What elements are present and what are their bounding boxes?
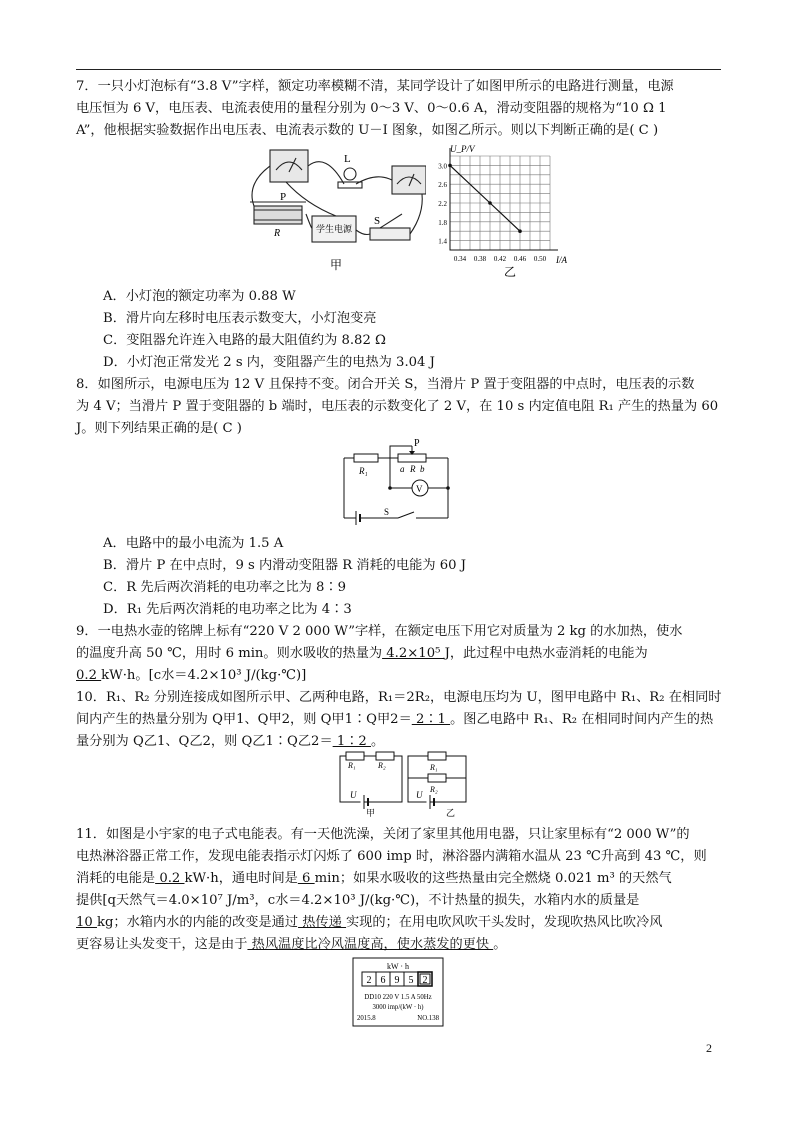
meter-digit-3: 9 (394, 975, 400, 986)
q11-answer-reason: 热风温度比冷风温度高，使水蒸发的更快 (247, 937, 494, 952)
meter-spec: DD10 220 V 1.5 A 50Hz (364, 994, 432, 1001)
q10-jia-label: 甲 (366, 808, 376, 818)
q8-option-d: D．R₁ 先后两次消耗的电功率之比为 4∶3 (103, 602, 352, 617)
q9-answer-energy: 0.2 (76, 668, 102, 683)
chart-x-tick-label: 0.42 (493, 255, 507, 263)
chart-axes (450, 148, 558, 250)
meter-date: 2015.8 (357, 1015, 376, 1022)
chart-series-line (450, 165, 520, 231)
bulb (344, 168, 356, 180)
q7-option-a: A．小灯泡的额定功率为 0.88 W (103, 289, 296, 304)
q11-answer-method: 热传递 (298, 915, 346, 930)
ammeter-body (270, 150, 308, 182)
q8-option-a: A．电路中的最小电流为 1.5 A (103, 536, 284, 551)
chart-x-tick-label: 0.46 (513, 255, 527, 263)
chart-data-point (488, 201, 492, 205)
q8-switch-label: S (384, 507, 390, 517)
q11-line-1: 11．如图是小宇家的电子式电能表。有一天他洗澡，关闭了家里其他用电器，只让家里标有“2 000 W”的 (76, 827, 690, 842)
meter-digit-4: 5 (408, 975, 414, 986)
q8-option-c: C．R 先后两次消耗的电功率之比为 8∶9 (103, 580, 346, 595)
q8-line-1: 8．如图所示，电源电压为 12 V 且保持不变。闭合开关 S，当滑片 P 置于变阻器的中点时，电压表的示数 (76, 377, 695, 392)
chart-x-tick-label: 0.38 (473, 255, 487, 263)
power-supply-label: 学生电源 (316, 224, 353, 234)
q7-line-1: 7．一只小灯泡标有“3.8 V”字样，额定功率模糊不清，某同学设计了如图甲所示的电路进行测量，电源 (76, 79, 674, 94)
q7-option-d: D．小灯泡正常发光 2 s 内，变阻器产生的电热为 3.04 J (103, 355, 435, 370)
chart-y-tick-label: 1.4 (438, 237, 447, 246)
chart-data-point (518, 229, 522, 233)
q8-r1-label: R₁ (359, 466, 368, 476)
q10-yi-label: 乙 (446, 808, 456, 818)
q7-circuit-figure (246, 144, 426, 274)
fig-yi-label: 乙 (504, 265, 517, 278)
q9-line-3: 0.2 kW·h。[c水＝4.2×10³ J/(kg·℃)] (76, 668, 307, 683)
q8-option-b: B．滑片 P 在中点时，9 s 内滑动变阻器 R 消耗的电能为 60 J (103, 558, 467, 573)
q8-slider-label: P (414, 438, 420, 449)
meter-digit-2: 6 (380, 975, 386, 986)
bulb-label: L (344, 153, 351, 165)
q11-line-6: 更容易让头发变干，这是由于 热风温度比冷风温度高，使水蒸发的更快 。 (76, 937, 507, 952)
q8-r-label: R (410, 464, 416, 474)
q11-answer-time: 6 (297, 871, 315, 886)
q9-answer-heat: 4.2×10⁵ (382, 646, 445, 661)
meter-number: NO.138 (417, 1015, 439, 1022)
meter-imp: 3000 imp/(kW · h) (372, 1004, 424, 1011)
chart-y-tick-label: 2.6 (438, 181, 447, 190)
q10-yi-r2-label: R₂ (430, 785, 438, 794)
q10-line-1: 10．R₁、R₂ 分别连接成如图所示甲、乙两种电路，R₁＝2R₂，电源电压均为 U，图甲电路中 R₁、R₂ 在相同时 (76, 690, 722, 705)
q9-line-2: 的温度升高 50 ℃，用时 6 min。则水吸收的热量为 4.2×10⁵ J，此过程中电热水壶消耗的电能为 (76, 646, 648, 661)
q7-option-c: C．变阻器允许连入电路的最大阻值约为 8.82 Ω (103, 333, 386, 348)
q10-line-3: 量分别为 Q乙1、Q乙2，则 Q乙1∶Q乙2＝ 1∶2 。 (76, 734, 385, 749)
slider-label: P (280, 191, 287, 203)
chart-x-tick-label: 0.34 (453, 255, 467, 263)
q10-line-2: 间内产生的热量分别为 Q甲1、Q甲2，则 Q甲1∶Q甲2＝ 2∶1 。图乙电路中 R₁、R₂ 在相同时间内产生的热 (76, 712, 714, 727)
chart-y-tick-label: 2.2 (438, 200, 447, 208)
q9-line-1: 9．一电热水壶的铭牌上标有“220 V 2 000 W”字样，在额定电压下用它对质量为 2 kg 的水加热，使水 (76, 624, 683, 639)
q8-b-label: b (420, 464, 425, 474)
q11-line-5: 10 kg；水箱内水的内能的改变是通过 热传递 实现的；在用电吹风吹干头发时，发现吹热风比吹冷风 (76, 915, 663, 930)
voltmeter-body (392, 166, 426, 194)
q10-circuit-figure (336, 750, 470, 818)
header-rule (76, 69, 721, 70)
chart-y-tick-label: 3.0 (438, 162, 447, 171)
page-number: 2 (706, 1041, 712, 1055)
q8-line-2: 为 4 V；当滑片 P 置于变阻器的 b 端时，电压表的示数变化了 2 V，在 10 s 内定值电阻 R₁ 产生的热量为 60 (76, 399, 719, 414)
q10-answer-yi: 1∶2 (332, 734, 371, 749)
chart-data-point (448, 164, 452, 168)
chart-ylabel: U_P/V (450, 144, 475, 154)
rheostat (254, 206, 302, 224)
q7-option-b: B．滑片向左移时电压表示数变大，小灯泡变亮 (103, 311, 377, 326)
switch-label: S (374, 215, 381, 227)
q7-line-2: 电压恒为 6 V，电压表、电流表使用的量程分别为 0～3 V、0～0.6 A，滑动变阻器的规格为“10 Ω 1 (76, 101, 667, 116)
q10-jia-r2-label: R₂ (378, 761, 386, 770)
q8-a-label: a (400, 464, 405, 474)
q11-line-2: 电热淋浴器正常工作，发现电能表指示灯闪烁了 600 imp 时，淋浴器内满箱水温从 23 ℃升高到 43 ℃，则 (76, 849, 707, 864)
q10-jia-u-label: U (350, 790, 357, 800)
meter-digit-1: 2 (366, 975, 372, 986)
q11-line-4: 提供[q天然气＝4.0×10⁷ J/m³，c水＝4.2×10³ J/(kg·℃)，不计热量的损失，水箱内水的质量是 (76, 893, 640, 908)
meter-digit-5: 2 (422, 975, 428, 986)
q8-voltmeter-label: V (416, 484, 423, 494)
q10-jia-r1-label: R₁ (348, 761, 356, 770)
q10-yi-u-label: U (416, 790, 423, 800)
chart-xlabel: I/A (556, 255, 567, 265)
energy-meter-figure (352, 957, 444, 1027)
rheostat-label: R (274, 228, 281, 239)
q10-answer-jia: 2∶1 (411, 712, 451, 727)
fig-jia-label: 甲 (330, 258, 343, 272)
chart-y-tick-label: 1.8 (438, 218, 447, 227)
q8-circuit-figure (328, 438, 468, 528)
q11-line-3: 消耗的电能是 0.2 kW·h，通电时间是 6 min；如果水吸收的这些热量由完全燃烧 0.021 m³ 的天然气 (76, 871, 672, 886)
meter-unit: kW · h (386, 962, 410, 971)
q10-yi-r1-label: R₁ (430, 763, 438, 772)
q11-answer-mass: 10 (76, 915, 97, 930)
q8-line-3: J。则下列结果正确的是( C ) (76, 421, 242, 436)
switch (370, 228, 410, 240)
q11-answer-energy: 0.2 (155, 871, 185, 886)
q7-ui-chart (426, 140, 576, 278)
q7-line-3: A”，他根据实验数据作出电压表、电流表示数的 U－I 图象，如图乙所示。则以下判断正确的是( C ) (76, 123, 659, 138)
chart-x-tick-label: 0.50 (533, 255, 547, 263)
